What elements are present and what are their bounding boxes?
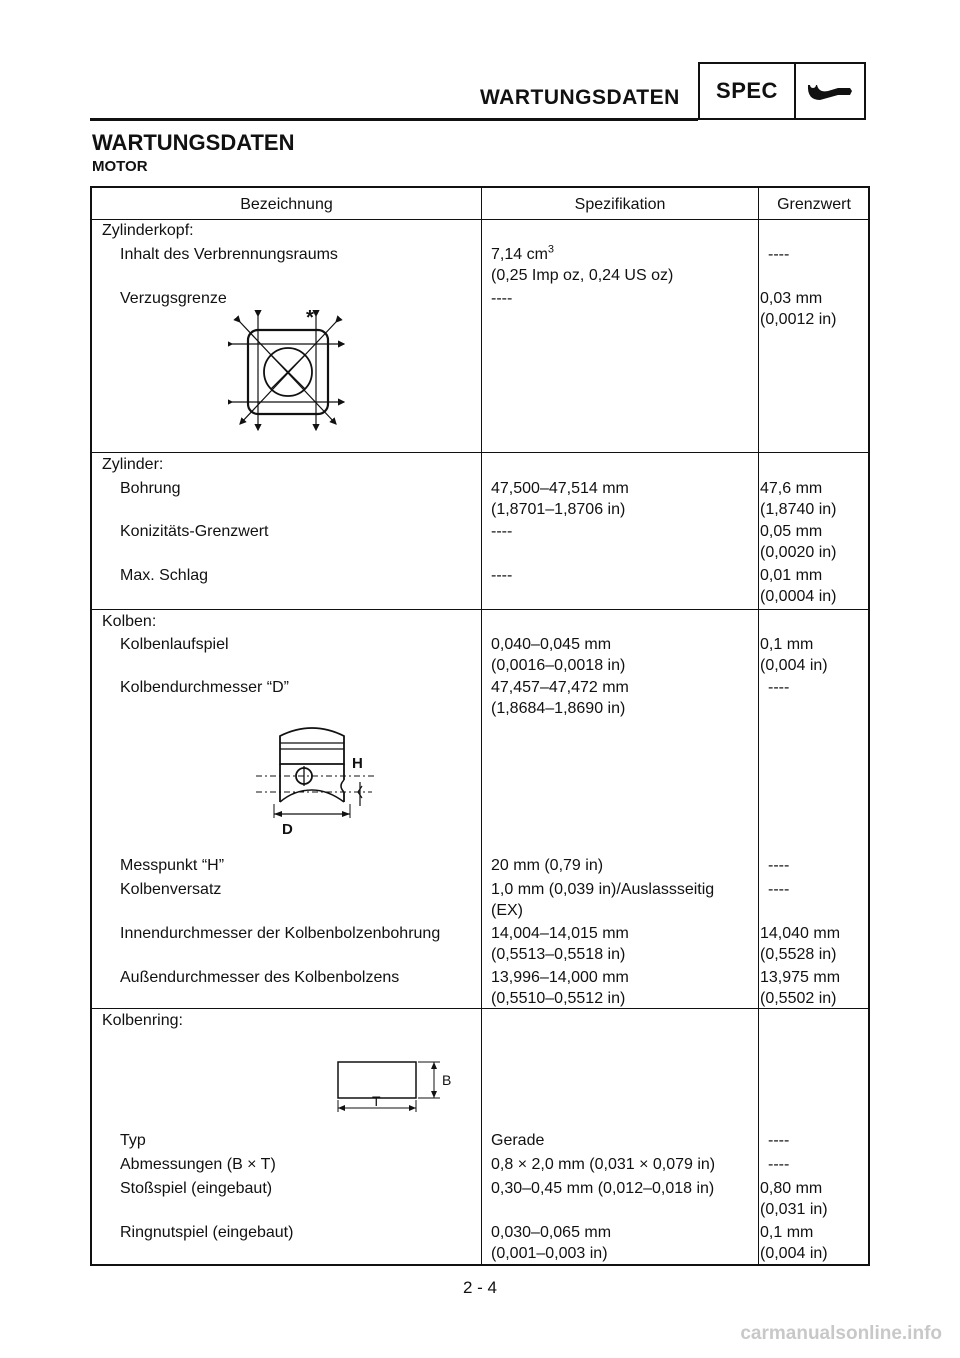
- row-spec: 47,457–47,472 mm: [491, 679, 629, 696]
- row-limit: ----: [768, 1132, 790, 1149]
- row-spec: (EX): [491, 902, 523, 919]
- row-limit: ----: [768, 246, 790, 263]
- row-limit: 0,01 mm: [760, 567, 823, 584]
- row-spec: 0,8 × 2,0 mm (0,031 × 0,079 in): [491, 1156, 716, 1173]
- row-spec: (0,5510–0,5512 in): [491, 990, 626, 1007]
- spec-badge-label: SPEC: [700, 64, 796, 118]
- row-spec: (0,001–0,003 in): [491, 1245, 608, 1262]
- row-spec: Gerade: [491, 1132, 545, 1149]
- row-label: Ringnutspiel (eingebaut): [120, 1224, 294, 1241]
- row-limit: (0,031 in): [760, 1201, 828, 1218]
- row-spec: (0,0016–0,0018 in): [491, 657, 626, 674]
- row-label: Kolbenlaufspiel: [120, 636, 229, 653]
- row-spec: [491, 244, 554, 265]
- svg-text:*: *: [306, 308, 314, 329]
- row-limit: 14,040 mm: [760, 925, 841, 942]
- row-spec: 0,030–0,065 mm: [491, 1224, 612, 1241]
- row-label: Kolbenversatz: [120, 881, 222, 898]
- figure-label-t: T: [372, 1093, 381, 1109]
- group-heading: Zylinder:: [102, 456, 164, 473]
- row-spec: 13,996–14,000 mm: [491, 969, 629, 986]
- header-divider: [92, 219, 868, 220]
- column-divider: [481, 188, 482, 1264]
- row-limit: ----: [768, 881, 790, 898]
- row-limit: (1,8740 in): [760, 501, 837, 518]
- row-spec-value: 7,14 cm: [491, 246, 548, 263]
- row-spec: 47,500–47,514 mm: [491, 480, 629, 497]
- column-divider: [758, 188, 759, 1264]
- row-limit: ----: [768, 1156, 790, 1173]
- row-spec: ----: [491, 523, 513, 540]
- section-title: WARTUNGSDATEN: [92, 130, 295, 155]
- row-label: Messpunkt “H”: [120, 857, 225, 874]
- row-limit: 0,80 mm: [760, 1180, 823, 1197]
- row-label: Max. Schlag: [120, 567, 209, 584]
- row-label: Stoßspiel (eingebaut): [120, 1180, 273, 1197]
- group-divider: [92, 452, 868, 453]
- column-header-spezifikation: Spezifikation: [574, 196, 666, 213]
- row-limit: (0,0012 in): [760, 311, 837, 328]
- row-limit: 0,05 mm: [760, 523, 823, 540]
- page-number: 2 - 4: [462, 1278, 498, 1297]
- row-limit: ----: [768, 679, 790, 696]
- row-spec: (0,5513–0,5518 in): [491, 946, 626, 963]
- row-limit: (0,004 in): [760, 657, 828, 674]
- row-spec-superscript: 3: [547, 243, 555, 256]
- group-heading: Kolbenring:: [102, 1012, 183, 1029]
- group-divider: [92, 609, 868, 610]
- piston-ring-figure: [332, 1046, 462, 1131]
- row-spec: 14,004–14,015 mm: [491, 925, 629, 942]
- row-label: Außendurchmesser des Kolbenbolzens: [120, 969, 400, 986]
- row-spec: 0,040–0,045 mm: [491, 636, 612, 653]
- group-divider: [92, 1008, 868, 1009]
- row-limit: (0,5528 in): [760, 946, 837, 963]
- row-label: Verzugsgrenze: [120, 290, 227, 307]
- column-header-bezeichnung: Bezeichnung: [240, 196, 333, 213]
- row-spec: 0,30–0,45 mm (0,012–0,018 in): [491, 1180, 715, 1197]
- group-heading: Zylinderkopf:: [102, 222, 194, 239]
- spec-table: [90, 186, 870, 1266]
- row-spec: (1,8684–1,8690 in): [491, 700, 626, 717]
- row-limit: 0,03 mm: [760, 290, 823, 307]
- group-heading: Kolben:: [102, 613, 157, 630]
- row-spec: 1,0 mm (0,039 in)/Auslassseitig: [491, 881, 715, 898]
- row-limit: (0,5502 in): [760, 990, 837, 1007]
- row-label: Inhalt des Verbrennungsraums: [120, 246, 338, 263]
- row-limit: 13,975 mm: [760, 969, 841, 986]
- row-spec: (0,25 Imp oz, 0,24 US oz): [491, 267, 674, 284]
- row-limit: (0,0020 in): [760, 544, 837, 561]
- figure-label-h: H: [352, 755, 363, 772]
- wrench-icon: [796, 64, 864, 118]
- row-spec: ----: [491, 290, 513, 307]
- row-spec: ----: [491, 567, 513, 584]
- row-label: Kolbendurchmesser “D”: [120, 679, 289, 696]
- row-limit: (0,0004 in): [760, 588, 837, 605]
- row-label: Konizitäts-Grenzwert: [120, 523, 269, 540]
- subsection-title: MOTOR: [92, 158, 148, 175]
- header-rule: [90, 118, 698, 121]
- figure-label-d: D: [282, 821, 293, 838]
- piston-diameter-figure: [252, 716, 378, 847]
- row-limit: (0,004 in): [760, 1245, 828, 1262]
- warpage-measurement-figure: [228, 308, 354, 443]
- figure-label-b: B: [442, 1072, 452, 1088]
- row-limit: 0,1 mm: [760, 636, 814, 653]
- spec-badge: [698, 62, 866, 120]
- header-title: WARTUNGSDATEN: [480, 86, 680, 109]
- watermark: carmanualsonline.info: [740, 1323, 942, 1344]
- row-label: Innendurchmesser der Kolbenbolzenbohrung: [120, 925, 441, 942]
- row-spec: (1,8701–1,8706 in): [491, 501, 626, 518]
- row-limit: ----: [768, 857, 790, 874]
- row-label: Bohrung: [120, 480, 181, 497]
- row-limit: 47,6 mm: [760, 480, 823, 497]
- row-label: Abmessungen (B × T): [120, 1156, 276, 1173]
- row-limit: 0,1 mm: [760, 1224, 814, 1241]
- column-header-grenzwert: Grenzwert: [777, 196, 851, 213]
- row-spec: 20 mm (0,79 in): [491, 857, 604, 874]
- row-label: Typ: [120, 1132, 146, 1149]
